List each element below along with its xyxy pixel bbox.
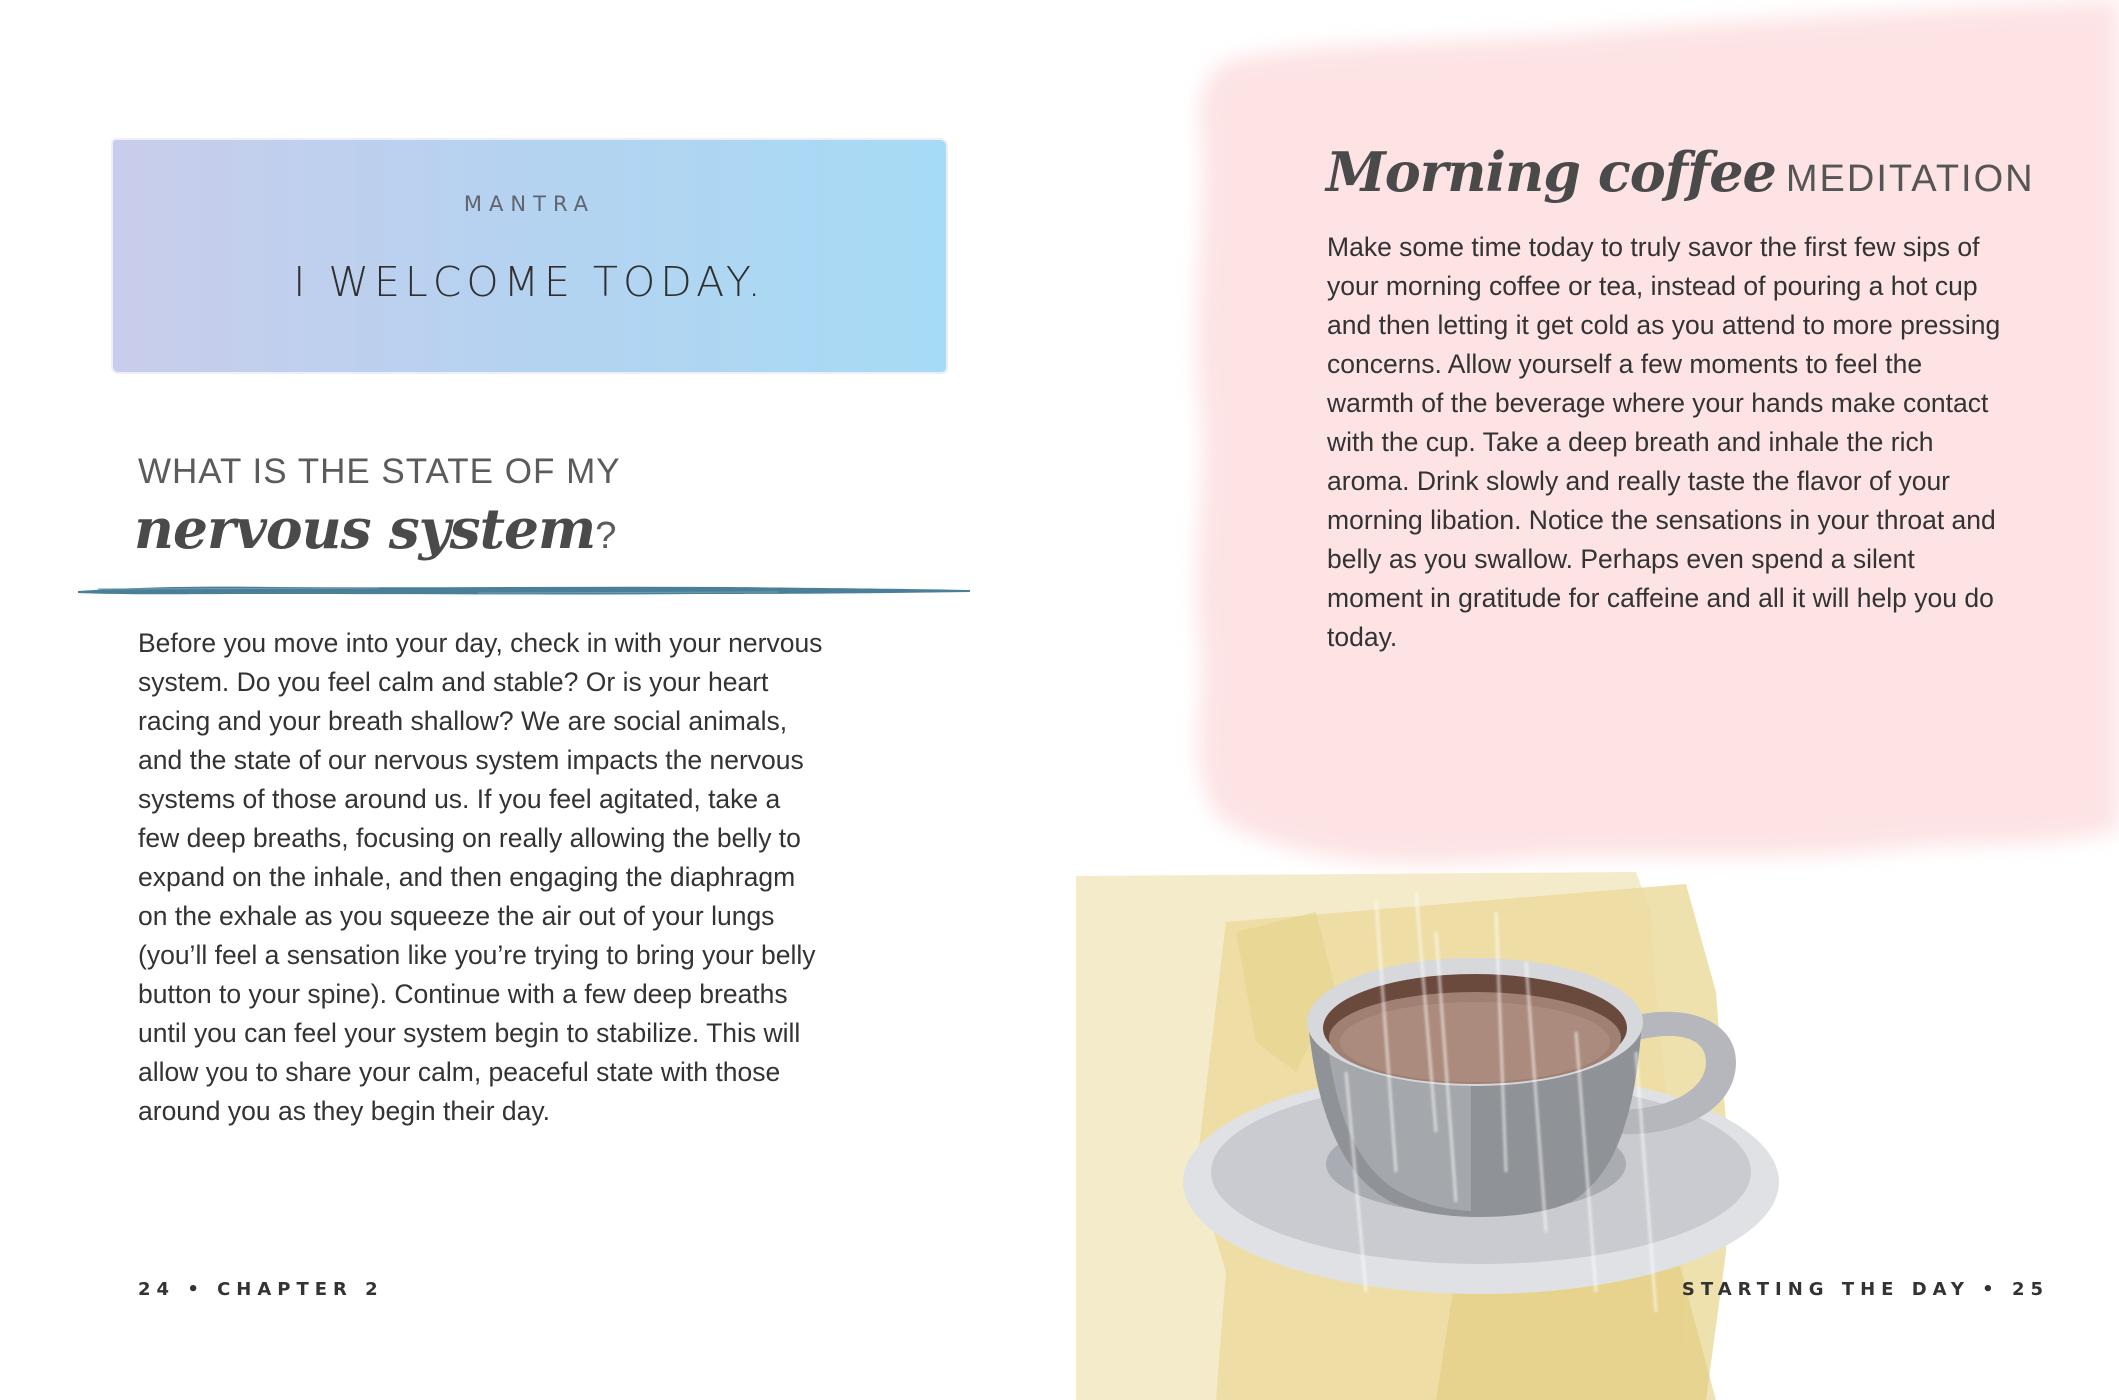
coffee-cup-illustration [1076,872,1866,1400]
right-page [1060,0,2119,1400]
mantra-box [113,140,946,372]
section-heading-script [134,496,615,561]
right-body-text: Make some time today to truly savor the first few sips of your morning coffee or tea, instead of pouring a hot cup and then letting it get cold as you attend to more pressing concerns. Allow yourself a few moments to feel the warmth of the beverage where your hands make contact with the cup. Take a deep breath and inhale the rich aroma. Drink slowly and really taste the flavor of your morning libation. Notice the sensations in your throat and belly as you swallow. Perhaps even spend a silent moment in gratitude for caffeine and all it will help you do today. [1327,232,2001,652]
heading-question-mark: ? [595,515,616,557]
mantra-label: MANTRA [463,192,596,216]
left-body-text: Before you move into your day, check in with your nervous system. Do you feel calm and stable? Or is your heart racing and your breath shallow? We are social animals, and the state of our nervous system impacts the nervous systems of those around us. If you feel agitated, take a few deep breaths, focusing on really allowing the belly to expand on the inhale, and then engaging the diaphragm on the exhale as you squeeze the air out of your lungs (you’ll feel a sensation like you’re trying to bring your belly button to your spine). Continue with a few deep breaths until you can feel your system begin to stabilize. This will allow you to share your calm, peaceful state with those around you as they begin their day. [138,628,823,1126]
brush-stroke-divider [78,584,970,598]
title-script: Morning coffee [1326,140,1776,204]
mantra-text: I WELCOME TODAY. [293,258,766,306]
title-caps: MEDITATION [1785,158,2035,200]
left-page-footer: 24 • CHAPTER 2 [138,1279,384,1300]
section-heading: WHAT IS THE STATE OF MY [138,452,621,491]
right-title [1326,140,2035,204]
right-page-footer: STARTING THE DAY • 25 [1681,1279,2049,1300]
heading-script-text: nervous system [134,496,596,561]
